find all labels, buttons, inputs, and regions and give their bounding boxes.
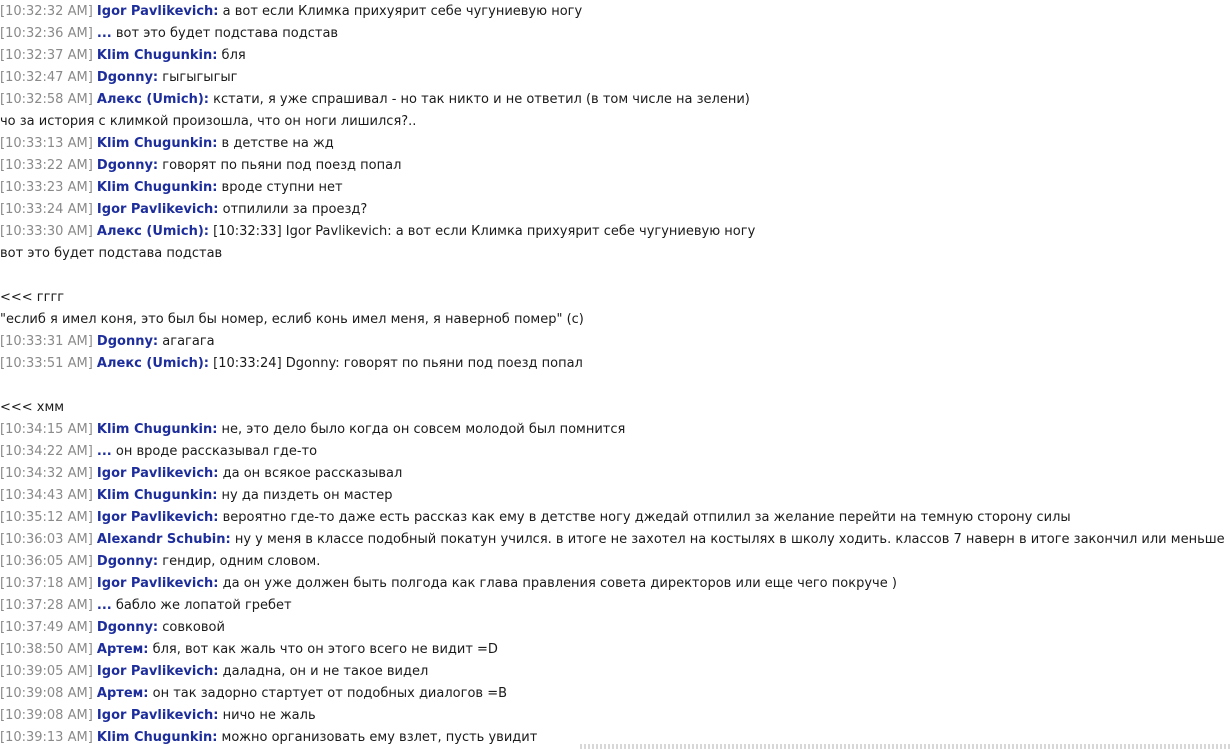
- message-text: [10:32:33] Igor Pavlikevich: а вот если Климка прихуярит себе чугуниевую ногу: [213, 224, 756, 239]
- message-sender[interactable]: Klim Chugunkin:: [96, 488, 218, 503]
- message-sender[interactable]: Igor Pavlikevich:: [96, 708, 219, 723]
- message-sender[interactable]: Dgonny:: [96, 334, 159, 349]
- message-text: гыгыгыгыг: [162, 70, 238, 85]
- message-timestamp: [10:34:43 AM]: [0, 488, 93, 503]
- message-timestamp: [10:33:13 AM]: [0, 136, 93, 151]
- chat-message-line: [0, 221, 1232, 243]
- message-sender[interactable]: Klim Chugunkin:: [96, 136, 218, 151]
- chat-message-line: [0, 573, 1232, 595]
- message-timestamp: [10:36:03 AM]: [0, 532, 93, 547]
- message-sender[interactable]: Артем:: [96, 686, 149, 701]
- message-sender[interactable]: ...: [96, 26, 112, 41]
- chat-message-line: [0, 67, 1232, 89]
- message-text: а вот если Климка прихуярит себе чугуниевую ногу: [222, 4, 583, 19]
- chat-message-line: [0, 353, 1232, 375]
- message-timestamp: [10:32:47 AM]: [0, 70, 93, 85]
- chat-message-line: [0, 45, 1232, 67]
- message-text: <<< гггг: [0, 290, 65, 305]
- message-timestamp: [10:34:15 AM]: [0, 422, 93, 437]
- message-text: да он уже должен быть полгода как глава правления совета директоров или еще чего покруче ): [222, 576, 897, 591]
- message-text: да он всякое рассказывал: [222, 466, 403, 481]
- message-sender[interactable]: ...: [96, 598, 112, 613]
- chat-message-line: [0, 397, 1232, 419]
- message-sender[interactable]: Igor Pavlikevich:: [96, 576, 219, 591]
- message-sender[interactable]: Dgonny:: [96, 554, 159, 569]
- message-text: ничо не жаль: [222, 708, 316, 723]
- message-text: ну у меня в классе подобный покатун учился. в итоге не захотел на костылях в школу ходить. классов 7 наверн в итоге закончил или меньше: [234, 532, 1225, 547]
- message-timestamp: [10:33:22 AM]: [0, 158, 93, 173]
- message-text: вероятно где-то даже есть рассказ как ему в детстве ногу джедай отпилил за желание перейти на темную сторону силы: [222, 510, 1071, 525]
- chat-message-line: [0, 595, 1232, 617]
- message-timestamp: [10:39:08 AM]: [0, 686, 93, 701]
- chat-message-line: [0, 287, 1232, 309]
- chat-message-line: [0, 1, 1232, 23]
- chat-message-line: [0, 243, 1232, 265]
- message-sender[interactable]: Klim Chugunkin:: [96, 422, 218, 437]
- message-timestamp: [10:33:24 AM]: [0, 202, 93, 217]
- chat-message-line: [0, 375, 1232, 397]
- message-sender[interactable]: Алекс (Umich):: [96, 224, 209, 239]
- message-text: бля, вот как жаль что он этого всего не видит =D: [152, 642, 498, 657]
- message-timestamp: [10:32:58 AM]: [0, 92, 93, 107]
- message-sender[interactable]: Alexandr Schubin:: [96, 532, 231, 547]
- message-text: он так задорно стартует от подобных диалогов =B: [152, 686, 507, 701]
- message-timestamp: [10:39:08 AM]: [0, 708, 93, 723]
- message-text: "еслиб я имел коня, это был бы номер, еслиб конь имел меня, я наверноб помер" (с): [0, 312, 584, 327]
- message-sender[interactable]: ...: [96, 444, 112, 459]
- message-sender[interactable]: Igor Pavlikevich:: [96, 664, 219, 679]
- message-text: даладна, он и не такое видел: [222, 664, 429, 679]
- message-text: [10:33:24] Dgonny: говорят по пьяни под поезд попал: [213, 356, 583, 371]
- message-text: чо за история с климкой произошла, что он ноги лишился?..: [0, 114, 417, 129]
- message-text: в детстве на жд: [221, 136, 334, 151]
- message-timestamp: [10:36:05 AM]: [0, 554, 93, 569]
- chat-message-line: [0, 177, 1232, 199]
- message-sender[interactable]: Klim Chugunkin:: [96, 48, 218, 63]
- message-sender[interactable]: Артем:: [96, 642, 149, 657]
- message-timestamp: [10:38:50 AM]: [0, 642, 93, 657]
- chat-message-line: [0, 331, 1232, 353]
- chat-message-line: [0, 463, 1232, 485]
- message-timestamp: [10:32:32 AM]: [0, 4, 93, 19]
- message-text: отпилили за проезд?: [222, 202, 368, 217]
- chat-message-line: [0, 155, 1232, 177]
- chat-message-line: [0, 89, 1232, 111]
- message-text: можно организовать ему взлет, пусть увидит: [221, 730, 538, 745]
- message-timestamp: [10:32:37 AM]: [0, 48, 93, 63]
- chat-message-line: [0, 419, 1232, 441]
- message-timestamp: [10:34:32 AM]: [0, 466, 93, 481]
- message-text: говорят по пьяни под поезд попал: [162, 158, 402, 173]
- message-timestamp: [10:35:12 AM]: [0, 510, 93, 525]
- chat-message-line: [0, 617, 1232, 639]
- message-timestamp: [10:32:36 AM]: [0, 26, 93, 41]
- message-text: бля: [221, 48, 246, 63]
- message-text: гендир, одним словом.: [162, 554, 321, 569]
- message-text: вроде ступни нет: [221, 180, 343, 195]
- message-sender[interactable]: Igor Pavlikevich:: [96, 4, 219, 19]
- message-sender[interactable]: Dgonny:: [96, 620, 159, 635]
- chat-message-line: [0, 111, 1232, 133]
- chat-message-line: [0, 199, 1232, 221]
- chat-message-line: [0, 133, 1232, 155]
- message-sender[interactable]: Dgonny:: [96, 158, 159, 173]
- chat-message-line: [0, 441, 1232, 463]
- message-sender[interactable]: Klim Chugunkin:: [96, 730, 218, 745]
- message-timestamp: [10:37:28 AM]: [0, 598, 93, 613]
- chat-message-line: [0, 639, 1232, 661]
- message-timestamp: [10:33:30 AM]: [0, 224, 93, 239]
- message-text: <<< хмм: [0, 400, 65, 415]
- message-text: он вроде рассказывал где-то: [115, 444, 318, 459]
- message-timestamp: [10:33:31 AM]: [0, 334, 93, 349]
- chat-message-line: [0, 23, 1232, 45]
- chat-message-line: [0, 529, 1232, 551]
- message-timestamp: [10:37:49 AM]: [0, 620, 93, 635]
- chat-message-line: [0, 551, 1232, 573]
- message-sender[interactable]: Dgonny:: [96, 70, 159, 85]
- message-sender[interactable]: Igor Pavlikevich:: [96, 466, 219, 481]
- message-text: не, это дело было когда он совсем молодой был помнится: [221, 422, 626, 437]
- scrollbar-edge[interactable]: [580, 744, 1232, 749]
- chat-log[interactable]: [0, 1, 1232, 749]
- chat-message-line: [0, 661, 1232, 683]
- message-timestamp: [10:34:22 AM]: [0, 444, 93, 459]
- message-text: кстати, я уже спрашивал - но так никто и не ответил (в том числе на зелени): [213, 92, 750, 107]
- message-text: вот это будет подстава подстав: [115, 26, 339, 41]
- chat-message-line: [0, 265, 1232, 287]
- chat-message-line: [0, 705, 1232, 727]
- message-sender[interactable]: Алекс (Umich):: [96, 356, 209, 371]
- message-sender[interactable]: Igor Pavlikevich:: [96, 202, 219, 217]
- message-timestamp: [10:33:51 AM]: [0, 356, 93, 371]
- message-sender[interactable]: Klim Chugunkin:: [96, 180, 218, 195]
- message-text: совковой: [162, 620, 225, 635]
- message-text: агагага: [162, 334, 215, 349]
- message-timestamp: [10:37:18 AM]: [0, 576, 93, 591]
- message-text: ну да пиздеть он мастер: [221, 488, 393, 503]
- message-timestamp: [10:33:23 AM]: [0, 180, 93, 195]
- message-sender[interactable]: Igor Pavlikevich:: [96, 510, 219, 525]
- message-sender[interactable]: Алекс (Umich):: [96, 92, 209, 107]
- message-timestamp: [10:39:05 AM]: [0, 664, 93, 679]
- message-timestamp: [10:39:13 AM]: [0, 730, 93, 745]
- chat-message-line: [0, 485, 1232, 507]
- message-text: бабло же лопатой гребет: [115, 598, 292, 613]
- chat-message-line: [0, 683, 1232, 705]
- message-text: вот это будет подстава подстав: [0, 246, 223, 261]
- chat-message-line: [0, 507, 1232, 529]
- chat-message-line: [0, 309, 1232, 331]
